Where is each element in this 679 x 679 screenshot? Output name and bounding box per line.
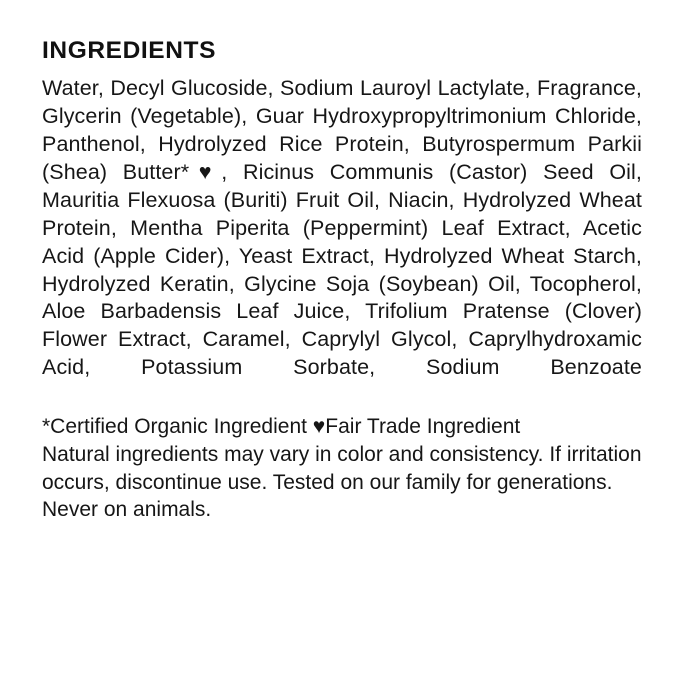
product-disclaimer: Natural ingredients may vary in color and consistency. If irritation occurs, discontinue use. Tested on our family for generations. Never on animals. <box>42 442 642 522</box>
ingredients-list-text: Water, Decyl Glucoside, Sodium Lauroyl Lactylate, Fragrance, Glycerin (Vegetable), Guar Hydroxypropyltrimonium Chloride, Panthenol, Hydrolyzed Rice Protein, Butyrospermum Parkii (Shea) Butter*♥, Ricinus Communis (Castor) Seed Oil, Mauritia Flexuosa (Buriti) Fruit Oil, Niacin, Hydrolyzed Wheat Protein, Mentha Piperita (Peppermint) Leaf Extract, Acetic Acid (Apple Cider), Yeast Extract, Hydrolyzed Wheat Starch, Hydrolyzed Keratin, Glycine Soja (Soybean) Oil, Tocopherol, Aloe Barbadensis Leaf Juice, Trifolium Pratense (Clover) Flower Extract, Caramel, Caprylyl Glycol, Caprylhydroxamic Acid, Potassium Sorbate, Sodium Benzoate <box>42 75 642 380</box>
ingredients-panel <box>42 38 642 524</box>
symbol-legend: *Certified Organic Ingredient ♥Fair Trade Ingredient <box>42 415 521 439</box>
page-title: INGREDIENTS <box>42 37 217 64</box>
